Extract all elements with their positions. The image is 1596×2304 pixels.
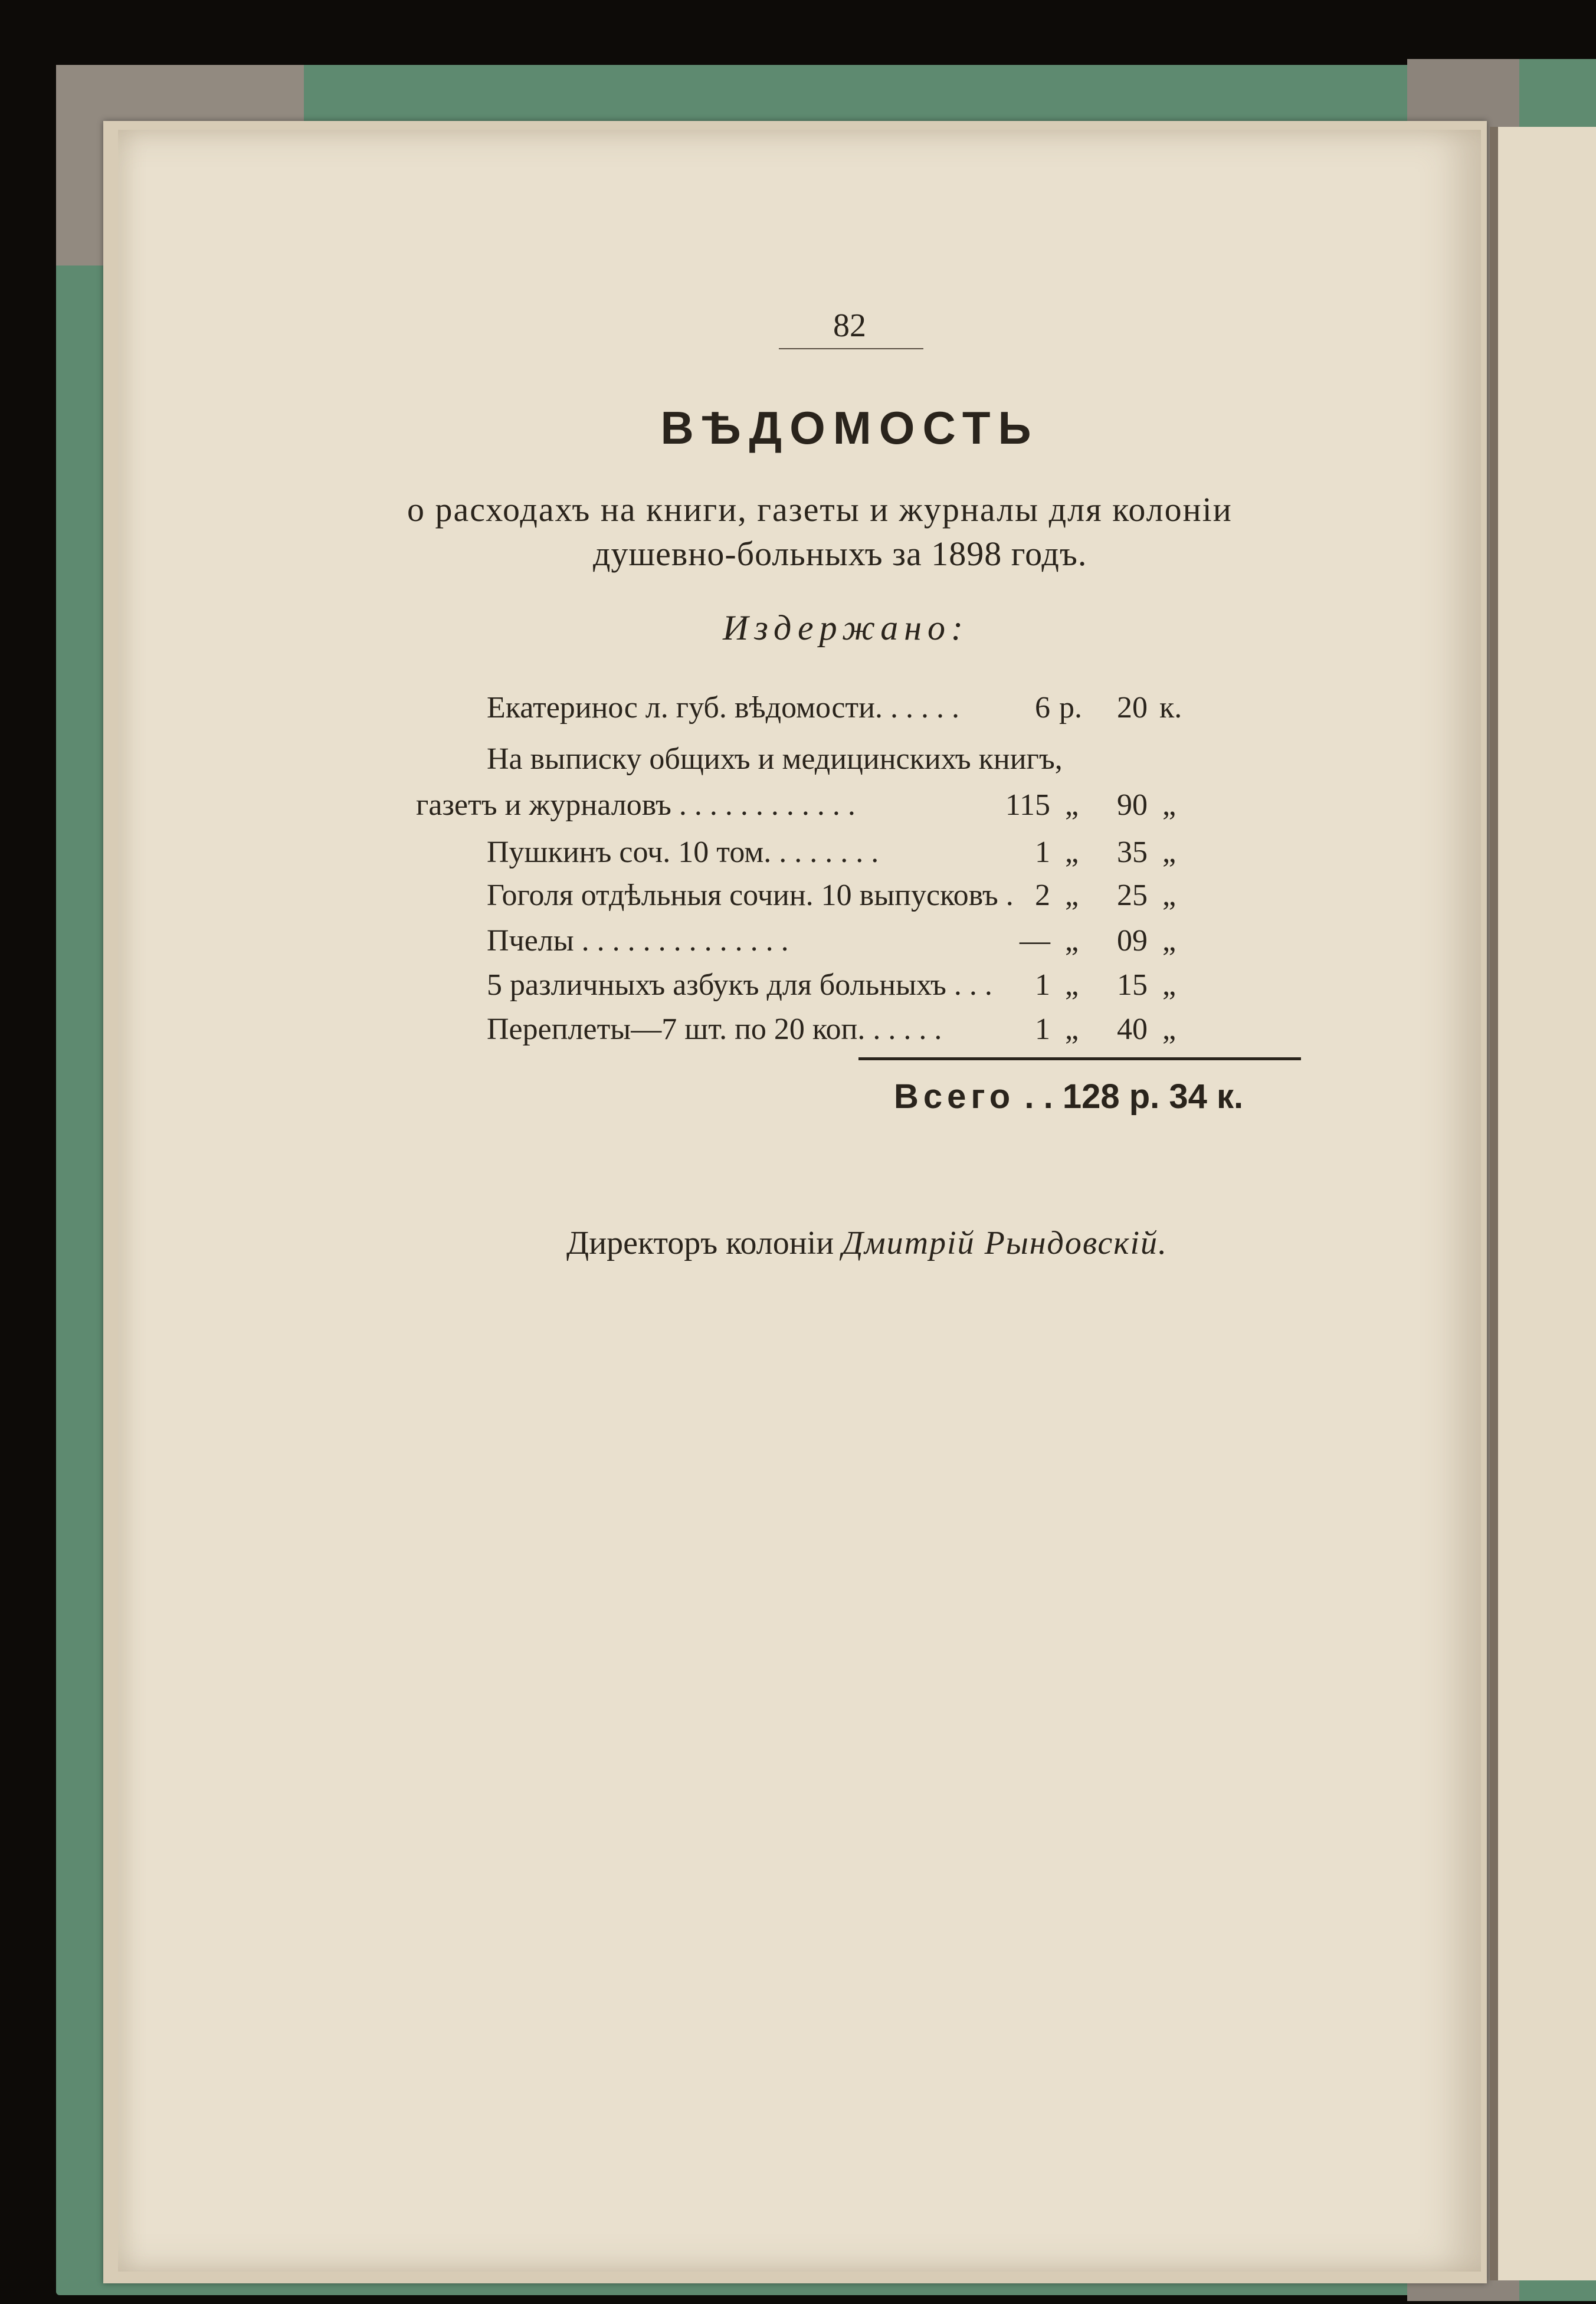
expense-kopecks: 09 [1117, 924, 1148, 958]
expense-label: На выписку общихъ и медицинскихъ книгъ, [487, 742, 1063, 776]
expense-rubles: 1 [1035, 1012, 1050, 1046]
expense-label: Екатеринос л. губ. вѣдомости. . . . . . [487, 691, 959, 725]
expense-rubles: 6 [1035, 691, 1050, 725]
expense-rubles: 1 [1035, 835, 1050, 869]
signature-name: Дмитрій Рындовскій. [842, 1225, 1168, 1261]
subtitle-line-2: душевно-больныхъ за 1898 годъ. [593, 535, 1087, 573]
signature-line [566, 1224, 1168, 1262]
sum-rule [858, 1057, 1301, 1060]
expense-rubles-mark: „ [1065, 788, 1079, 822]
expense-rubles-mark: „ [1065, 1012, 1079, 1046]
expense-kopecks-mark: „ [1162, 968, 1176, 1002]
total-amount: 128 р. 34 к. [1062, 1077, 1244, 1116]
expense-rubles: 2 [1035, 879, 1050, 912]
expense-label: Пчелы . . . . . . . . . . . . . . [487, 924, 789, 958]
expense-kopecks: 25 [1117, 879, 1148, 912]
expense-kopecks-mark: „ [1162, 1012, 1176, 1046]
expense-label: газетъ и журналовъ . . . . . . . . . . . . [416, 788, 856, 822]
expense-rubles-mark: „ [1065, 835, 1079, 869]
expense-kopecks: 35 [1117, 835, 1148, 869]
expense-rubles: 115 [1005, 788, 1050, 822]
expense-label: Переплеты—7 шт. по 20 коп. . . . . . [487, 1012, 942, 1046]
expense-rubles: 1 [1035, 968, 1050, 1002]
facing-page-edge [1490, 127, 1596, 2280]
total-line [894, 1077, 1243, 1116]
subtitle-line-1: о расходахъ на книги, газеты и журналы для колоніи [407, 490, 1233, 529]
expense-rubles-mark: р. [1059, 691, 1082, 725]
total-label: Всего [894, 1077, 1015, 1116]
expense-label: Гоголя отдѣльныя сочин. 10 выпусковъ . [487, 879, 1014, 912]
expense-rubles: — [1020, 924, 1050, 958]
expense-kopecks-mark: „ [1162, 879, 1176, 912]
page-number-rule [779, 348, 923, 349]
expense-kopecks: 20 [1117, 691, 1148, 725]
expense-kopecks: 90 [1117, 788, 1148, 822]
section-heading: Издержано: [723, 608, 969, 647]
page-title: ВѢДОМОСТЬ [660, 402, 1039, 454]
expense-kopecks: 40 [1117, 1012, 1148, 1046]
expense-rubles-mark: „ [1065, 924, 1079, 958]
expense-kopecks-mark: „ [1162, 835, 1176, 869]
expense-label: Пушкинъ соч. 10 том. . . . . . . . [487, 835, 879, 869]
expense-kopecks-mark: „ [1162, 924, 1176, 958]
expense-kopecks-mark: к. [1159, 691, 1182, 725]
expense-label: 5 различныхъ азбукъ для больныхъ . . . [487, 968, 992, 1002]
signature-title: Директоръ колоніи [566, 1225, 834, 1261]
expense-kopecks: 15 [1117, 968, 1148, 1002]
expense-kopecks-mark: „ [1162, 788, 1176, 822]
page-number: 82 [833, 307, 866, 344]
expense-rubles-mark: „ [1065, 968, 1079, 1002]
expense-rubles-mark: „ [1065, 879, 1079, 912]
total-dots: . . [1024, 1077, 1053, 1116]
